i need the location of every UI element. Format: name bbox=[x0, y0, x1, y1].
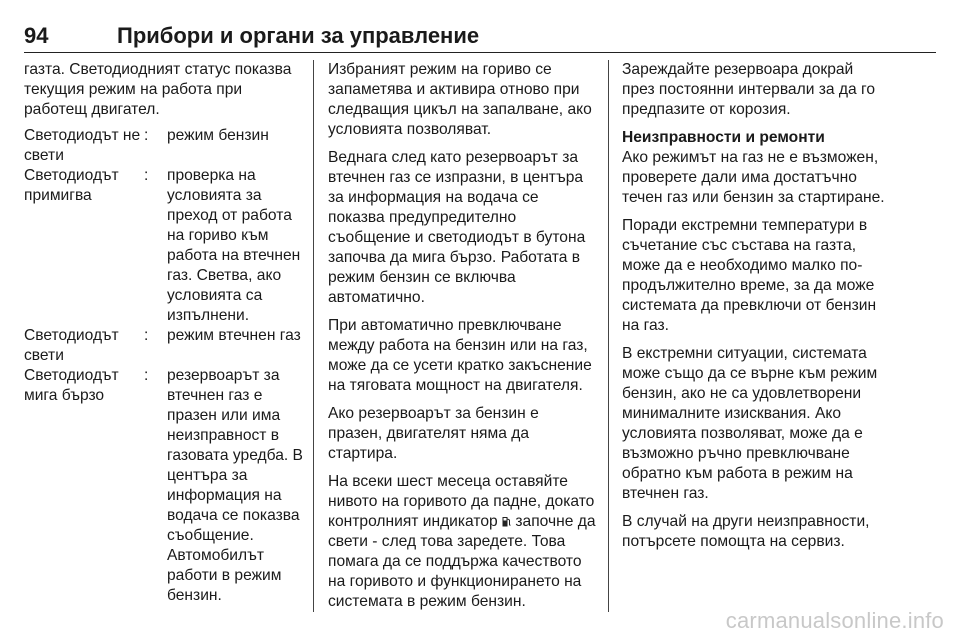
status-term: Светодиодът не свети bbox=[24, 127, 141, 164]
intro-paragraph: газта. Светодиодният статус показва текущия режим на работа при работещ двигател. bbox=[24, 61, 292, 118]
paragraph: В случай на други неизправности, потърсете помощта на сервиз. bbox=[622, 513, 870, 550]
status-row bbox=[24, 326, 304, 366]
status-term: Светодиодът свети bbox=[24, 327, 119, 364]
column-3 bbox=[622, 60, 890, 560]
column-divider-2 bbox=[608, 60, 609, 612]
status-colon: : bbox=[144, 327, 149, 344]
status-desc: проверка на условията за преход от работа на гориво към работа на втечнен газ. Светва, ако условията са изпълнени. bbox=[167, 167, 301, 324]
fuel-pump-icon bbox=[502, 513, 511, 524]
status-colon: : bbox=[144, 127, 149, 144]
paragraph: Ако резервоарът за бензин е празен, двигателят няма да стартира. bbox=[328, 405, 539, 462]
page-header bbox=[24, 22, 936, 54]
paragraph: При автоматично превключване между работа на бензин или на газ, може да се усети кратко закъснение на тяговата мощност на двигателя. bbox=[328, 317, 592, 394]
paragraph: Ако режимът на газ не е възможен, проверете дали има достатъчно течен газ или бензин за стартиране. bbox=[622, 149, 885, 206]
page-number: 94 bbox=[24, 23, 49, 48]
status-desc: резервоарът за втечнен газ е празен или има неизправност в газовата уредба. В центъра за информация на водача се показва съобщение. Автомобилът работи в режим бензин. bbox=[167, 367, 303, 604]
status-colon: : bbox=[144, 167, 149, 184]
status-desc: режим втечнен газ bbox=[167, 327, 301, 344]
paragraph: Поради екстремни температури в съчетание със състава на газта, може да е необходимо малко по-продължително време, за да може системата да превключи от бензин на газ. bbox=[622, 217, 877, 334]
column-1 bbox=[24, 60, 304, 606]
watermark: carmanualsonline.info bbox=[725, 608, 944, 633]
header-rule bbox=[24, 52, 936, 53]
paragraph: В екстремни ситуации, системата може също да се върне към режим бензин, ако не са удовлетворени минималните изисквания. Ако условията позволяват, може да е възможно ръчно превключване обратно към работа в режим на втечнен газ. bbox=[622, 345, 878, 502]
status-term: Светодиодът мига бързо bbox=[24, 367, 119, 404]
paragraph-with-icon bbox=[328, 472, 596, 612]
paragraph-text: започне да свети - след това заредете. Това помага да се поддържа качеството на горивото и функционирането на системата в режим бензин. bbox=[328, 513, 596, 610]
column-divider-1 bbox=[313, 60, 314, 612]
page-title: Прибори и органи за управление bbox=[117, 23, 480, 48]
paragraph-text: На всеки шест месеца оставяйте нивото на горивото да падне, докато контролният индикатор bbox=[328, 473, 595, 530]
paragraph: Веднага след като резервоарът за втечнен газ се изпразни, в центъра за информация на водача се показва предупредително съобщение и светодиодът в бутона започва да мига бързо. Работата в режим бензин се включва автоматично. bbox=[328, 149, 586, 306]
status-row bbox=[24, 366, 304, 606]
status-row bbox=[24, 166, 304, 326]
paragraph: Избраният режим на гориво се запаметява и активира отново при следващия цикъл на запалване, ако условията позволяват. bbox=[328, 61, 592, 138]
led-status-table bbox=[24, 126, 304, 606]
status-colon: : bbox=[144, 367, 149, 384]
section-heading: Неизправности и ремонти bbox=[622, 129, 825, 146]
column-2 bbox=[328, 60, 596, 620]
status-row bbox=[24, 126, 304, 166]
status-term: Светодиодът примигва bbox=[24, 167, 119, 204]
status-desc: режим бензин bbox=[167, 127, 269, 144]
paragraph: Зареждайте резервоара докрай през постоянни интервали за да го предпазите от корозия. bbox=[622, 61, 876, 118]
